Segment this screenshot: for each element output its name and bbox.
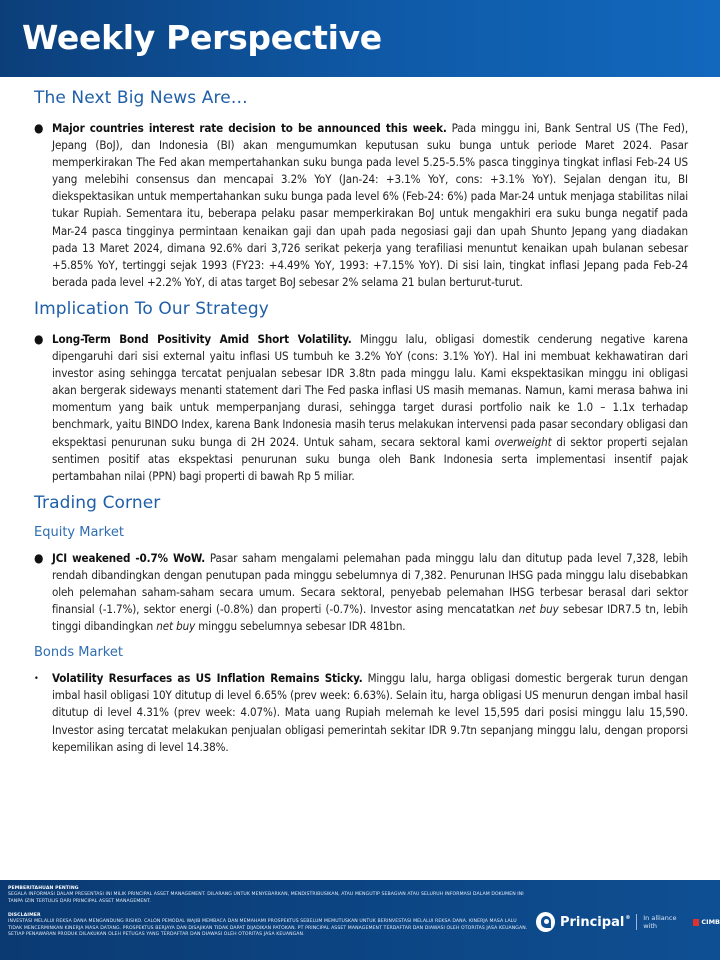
equity-italic-2: net buy — [156, 619, 196, 634]
strategy-body-1: Minggu lalu, obligasi domestik cenderung negative karena dipengaruhi dari sisi external yaitu inflasi US tumbuh ke 3.2% YoY (cons: 3.1% YoY). Hal ini membuat kekhawatiran dari investor asing sehingga tercatat penjualan sebesar IDR 3.8tn pada minggu lalu. Kami ekspektasikan minggu ini obligasi akan bergerak sideways menanti statement dari The Fed paska inflasi US masih memanas. Namun, kami merasa bahwa ini momentum yang baik untuk memperpanjang durasi, sehingga target durasi portfolio naik ke 1.0 – 1.1x terhadap benchmark, yaitu BINDO Index, karena Bank Indonesia masih terus melakukan intervensi pada pasar secondary obligasi dan ekspektasi penurunan suku bunga di 2H 2024. Untuk saham, secara sektoral kami — [52, 331, 689, 449]
trading-section — [34, 493, 688, 756]
strategy-bullet — [34, 331, 688, 485]
page-title: Weekly Perspective — [22, 18, 382, 57]
bonds-body: Minggu lalu, harga obligasi domestic bergerak turun dengan imbal hasil obligasi 10Y ditutup di level 6.65% (prev week: 6.63%). Selain itu, harga obligasi US menurun dengan imbal hasil ditutup di level 4.31% (prev week: 4.07%). Mata uang Rupiah melemah ke level 15,595 dari posisi minggu lalu 15,590. Investor asing tercatat melakukan penjualan obligasi pemerintah sekitar IDR 9.7tn sepanjang minggu lalu, dengan proporsi kepemilikan asing di level 14.38%. — [52, 671, 689, 754]
equity-bullet — [34, 550, 688, 635]
equity-body-3: minggu sebelumnya sebesar IDR 481bn. — [195, 619, 406, 634]
bullet-dot-icon: ● — [34, 550, 44, 565]
notice-text: SEGALA INFORMASI DALAM PRESENTASI INI MILIK PRINCIPAL ASSET MANAGEMENT. DILARANG UNTUK MENYEBARKAN, MENDISTRIBUSIKAN, ATAU MENGUTIP SEBAGIAN ATAU SELURUH INFORMASI DALAM DOKUMEN INI TANPA IZIN TERTULIS DARI PRINCIPAL ASSET MANAGEMENT. — [8, 892, 524, 904]
strategy-italic: overweight — [494, 434, 552, 449]
equity-body-2: sebesar IDR7.5 tn, lebih tinggi dibandingkan — [52, 602, 688, 634]
partner-name: CIMB — [701, 918, 720, 926]
equity-subtitle: Equity Market — [34, 524, 124, 540]
trading-section-title: Trading Corner — [34, 492, 161, 513]
cimb-logo-icon — [693, 919, 700, 926]
bonds-lead: Volatility Resurfaces as US Inflation Remains Sticky. — [52, 671, 363, 686]
strategy-section-title: Implication To Our Strategy — [34, 298, 269, 319]
logo-divider — [636, 914, 637, 930]
news-lead: Major countries interest rate decision to be announced this week. — [52, 121, 447, 135]
news-section — [34, 88, 688, 291]
strategy-section — [34, 299, 688, 485]
equity-lead: JCI weakened -0.7% WoW. — [52, 550, 206, 565]
bonds-subtitle: Bonds Market — [34, 645, 123, 661]
disclaimer-title: DISCLAIMER — [8, 913, 41, 918]
bullet-dot-icon: ● — [34, 121, 44, 135]
page-header — [0, 0, 720, 77]
main-content — [34, 88, 688, 756]
alliance-text: In alliance with — [643, 914, 677, 930]
news-body: Pada minggu ini, Bank Sentral US (The Fed), Jepang (BoJ), dan Indonesia (BI) akan mengumumkan keputusan suku bunga untuk periode Maret 2024. Pasar memperkirakan The Fed akan mempertahankan suku bunga pada level 5.25-5.5% pasca tingginya tingkat inflasi Feb-24 US yang melebihi consensus dan mencapai 3.2% YoY (Jan-24: +3.1% YoY, cons: +3.1% YoY). Sejalan dengan itu, BI diekspektasikan untuk mempertahankan suku bunga pada level 6% (Feb-24: 6%) pada Mar-24 untuk menjaga stabilitas nilai tukar Rupiah. Sementara itu, beberapa pelaku pasar memperkirakan BoJ untuk mengakhiri era suku bunga negatif pada Mar-24 pasca tingginya permintaan kenaikan gaji dan upah pada negosiasi gaji dan upah Shunto Jepang yang diadakan pada 13 Maret 2024, dimana 92.6% dari 3,726 serikat pekerja yang terafiliasi menuntut kenaikan upah bulanan sebesar +5.85% YoY, tertinggi sejak 1993 (FY23: +4.49% YoY, 1993: +7.15% YoY). Di sisi lain, tingkat inflasi Jepang pada Feb-24 berada pada level +2.2% YoY, di atas target BoJ sebesar 2% selama 21 bulan berturut-turut. — [52, 121, 689, 289]
equity-body-1: Pasar saham mengalami pelemahan pada minggu lalu dan ditutup pada level 7,328, lebih rendah dibandingkan dengan penutupan pada minggu sebelumnya di 7,382. Penurunan IHSG pada minggu lalu disebabkan oleh pelemahan saham-saham secara umum. Secara sektoral, penyebab pelemahan IHSG terbesar berasal dari sektor finansial (-1.7%), sektor energi (-0.8%) dan properti (-0.7%). Investor asing mencatatkan — [52, 550, 688, 617]
important-notice — [8, 886, 528, 905]
principal-logo-icon — [536, 912, 555, 932]
disclaimer — [8, 913, 528, 939]
equity-italic-1: net buy — [518, 602, 559, 617]
disclaimer-text: INVESTASI MELALUI REKSA DANA MENGANDUNG RISIKO. CALON PEMODAL WAJIB MEMBACA DAN MEMAHAMI PROSPEKTUS SEBELUM MEMUTUSKAN UNTUK BERINVESTASI MELALUI REKSA DANA. KINERJA MASA LALU TIDAK MENCERMINKAN KINERJA MASA DATANG. PROSPEKTUS BERJAYA DAN DISAJIKAN TIDAK DAPAT DIJADIKAN PATOKAN. PT PRINCIPAL ASSET MANAGEMENT TERDAFTAR DAN DIAWASI OLEH OTORITAS JASA KEUANGAN. SETIAP PENAWARAN PRODUK DILAKUKAN OLEH PETUGAS YANG TERDAFTAR DAN DIAWASI OLEH OTORITAS JASA KEUANGAN. — [8, 919, 528, 938]
brand-logo — [536, 909, 720, 935]
news-bullet — [34, 120, 688, 291]
bullet-dot-icon: • — [34, 674, 39, 685]
brand-name: Principal® — [559, 914, 631, 930]
bullet-dot-icon: ● — [34, 331, 44, 346]
notice-title: PEMBERITAHUAN PENTING — [8, 886, 79, 891]
bonds-bullet — [34, 670, 688, 755]
news-section-title: The Next Big News Are… — [34, 88, 248, 108]
page-footer — [0, 880, 720, 960]
strategy-lead: Long-Term Bond Positivity Amid Short Volatility. — [52, 331, 352, 346]
strategy-body-2: di sektor properti sejalan sentimen positif atas ekspektasi penurunan suku bunga oleh Bank Indonesia serta implementasi insentif pajak pertambahan nilai (PPN) bagi properti di bawah Rp 5 miliar. — [52, 434, 688, 483]
